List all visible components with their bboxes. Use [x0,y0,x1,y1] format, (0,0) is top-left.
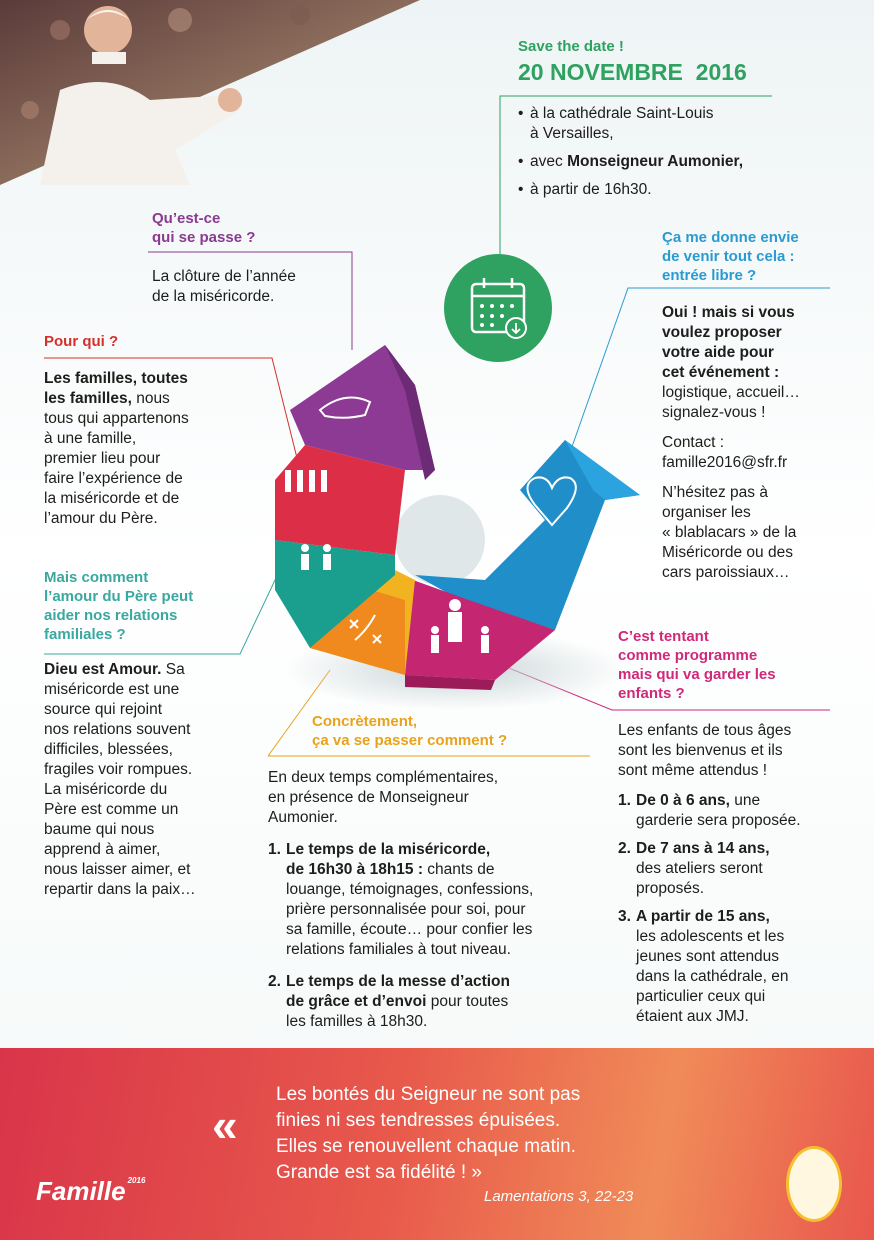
calendar-badge [444,254,552,362]
quote-text: Les bontés du Seigneur ne sont pas finies ni ses tendresses épuisées. Elles se renouvellent chaque matin. Grande est sa fidélité ! » [276,1084,581,1183]
quoi-body: La clôture de l’année de la miséricorde. [152,268,296,305]
quoi-title: Qu’est-ce qui se passe ? [152,210,256,246]
event-section [518,37,848,86]
save-the-date: Save the date ! [518,38,624,55]
concret-list [268,840,588,1032]
comment-title: Mais comment l’amour du Père peut aider nos relations familiales ? [44,569,194,643]
pourqui-title: Pour qui ? [44,333,119,350]
envie-title: Ça me donne envie de venir tout cela : entrée libre ? [662,229,799,284]
event-host: • avec Monseigneur Aumonier, [518,152,848,172]
quoi-section [152,209,352,307]
concret-section [268,712,588,1040]
quote-reference: Lamentations 3, 22-23 [484,1188,634,1205]
enfants-section [618,627,858,1035]
list-item: 2. De 7 ans à 14 ans, des ateliers seront proposés. [618,840,770,897]
event-place: • à la cathédrale Saint-Louis à Versailles, [518,104,848,144]
envie-section [662,228,862,583]
list-item: 1. De 0 à 6 ans, une garderie sera proposée. [618,792,801,829]
pourqui-section [44,332,264,529]
calendar-icon [444,254,552,362]
list-item: 3. A partir de 15 ans, les adolescents et les jeunes sont attendus dans la cathédrale, en particulier ceux qui étaient aux JMJ. [618,908,789,1025]
event-date: 20 NOVEMBRE 2016 [518,59,747,85]
contact-email[interactable]: famille2016@sfr.fr [662,454,788,471]
concret-intro: En deux temps complémentaires, en présence de Monseigneur Aumonier. [268,769,499,826]
comment-body: Dieu est Amour. Sa miséricorde est une source qui rejoint nos relations souvent difficiles, blessées, fragiles voir rompues. La miséricorde du Père est comme un baume qui nous apprend à aimer, nous laisser aimer, et repartir dans la paix… [44,661,196,898]
envie-more: N’hésitez pas à organiser les « blablacars » de la Miséricorde ou des cars paroissiaux… [662,484,797,581]
event-details [518,104,848,200]
event-time: • à partir de 16h30. [518,180,848,200]
enfants-title: C’est tentant comme programme mais qui va garder les enfants ? [618,628,776,702]
envie-body: Oui ! mais si vous voulez proposer votre aide pour cet événement : logistique, accueil… signalez-vous ! Contact : famille2016@sfr.fr N’hésitez pas à organiser les « blablacars » de la Miséricorde ou des cars paroissiaux… [662,303,862,583]
famille-logo: Famille $^{2016}$ [36,1176,146,1206]
pourqui-body: Les familles, toutes les familles, nous tous qui appartenons à une famille, premier lieu pour faire l’expérience de la miséricorde et de l’amour du Père. [44,370,189,527]
spiral-diagram [255,330,650,720]
envie-contact: Contact : famille2016@sfr.fr [662,434,788,471]
list-item: 2. Le temps de la messe d’action de grâce et d’envoi pour toutes les familles à 18h30. [268,973,510,1030]
quote-mark: « [212,1099,238,1151]
concret-title: Concrètement, ça va se passer comment ? [312,713,508,749]
enfants-intro: Les enfants de tous âges sont les bienvenus et ils sont même attendus ! [618,722,792,779]
comment-section [44,568,264,900]
jubilee-seal-icon [786,1146,842,1222]
enfants-list [618,791,858,1027]
list-item: 1. Le temps de la miséricorde, de 16h30 à 18h15 : chants de louange, témoignages, confessions, prière personnalisée pour soi, pour sa famille, écoute… pour confier les relations familiales à tout niveau. [268,841,534,958]
footer-quote [0,1048,874,1240]
